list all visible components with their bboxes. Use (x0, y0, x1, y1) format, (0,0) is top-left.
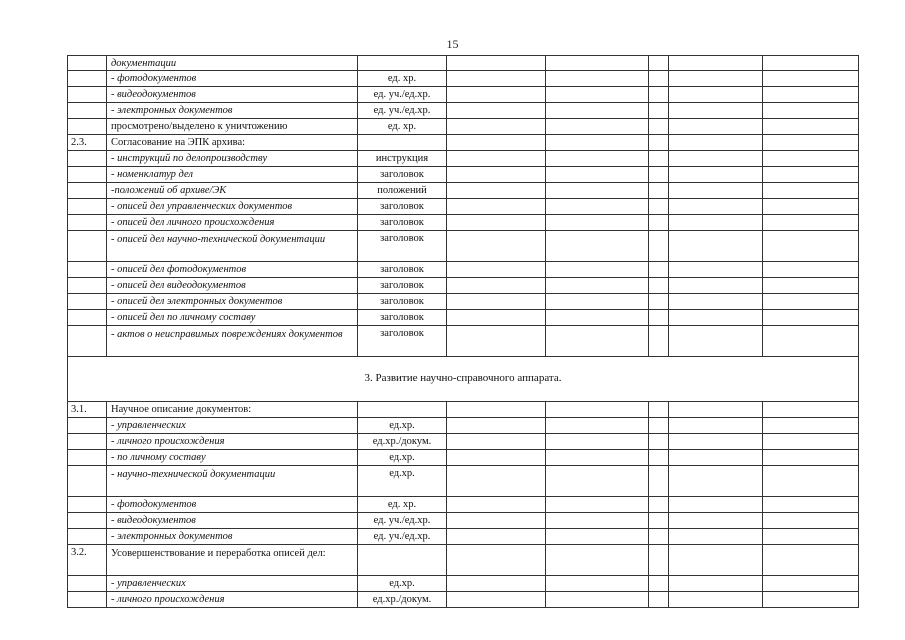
table-row (67, 262, 859, 278)
row-name: - описей дел научно-технической документации (106, 231, 357, 261)
empty-cell (545, 545, 648, 575)
row-number (67, 167, 106, 182)
empty-cell (762, 466, 859, 496)
row-unit: заголовок (357, 310, 446, 325)
empty-cell (446, 529, 545, 544)
row-number (67, 183, 106, 198)
row-unit: ед. уч./ед.хр. (357, 513, 446, 528)
row-number (67, 294, 106, 309)
empty-cell (762, 231, 859, 261)
empty-cell (762, 87, 859, 102)
empty-cell (545, 513, 648, 528)
empty-cell (668, 450, 762, 465)
row-number (67, 326, 106, 356)
empty-cell (648, 497, 668, 512)
empty-cell (648, 434, 668, 449)
row-number (67, 576, 106, 591)
table-row (67, 529, 859, 545)
empty-cell (762, 545, 859, 575)
row-number (67, 151, 106, 166)
row-name: - номенклатур дел (106, 167, 357, 182)
empty-cell (762, 56, 859, 70)
empty-cell (648, 545, 668, 575)
empty-cell (446, 56, 545, 70)
empty-cell (668, 576, 762, 591)
empty-cell (648, 56, 668, 70)
row-name: - по личному составу (106, 450, 357, 465)
row-name: - описей дел фотодокументов (106, 262, 357, 277)
empty-cell (668, 56, 762, 70)
row-unit (357, 135, 446, 150)
row-name: Усовершенствование и переработка описей дел: (106, 545, 357, 575)
row-unit (357, 56, 446, 70)
empty-cell (762, 576, 859, 591)
row-name: - электронных документов (106, 103, 357, 118)
empty-cell (648, 119, 668, 134)
row-number (67, 592, 106, 607)
row-unit: заголовок (357, 294, 446, 309)
table-row (67, 278, 859, 294)
empty-cell (545, 56, 648, 70)
empty-cell (668, 497, 762, 512)
empty-cell (648, 183, 668, 198)
empty-cell (545, 310, 648, 325)
empty-cell (648, 199, 668, 214)
empty-cell (762, 151, 859, 166)
row-number (67, 513, 106, 528)
row-number (67, 119, 106, 134)
empty-cell (668, 135, 762, 150)
empty-cell (762, 294, 859, 309)
empty-cell (648, 278, 668, 293)
row-unit (357, 545, 446, 575)
table-row (67, 513, 859, 529)
row-unit: ед.хр./докум. (357, 434, 446, 449)
empty-cell (762, 71, 859, 86)
empty-cell (545, 402, 648, 417)
row-number (67, 466, 106, 496)
row-name: - видеодокументов (106, 513, 357, 528)
empty-cell (545, 71, 648, 86)
table-row (67, 55, 859, 71)
empty-cell (648, 576, 668, 591)
empty-cell (762, 450, 859, 465)
row-name: - описей дел электронных документов (106, 294, 357, 309)
empty-cell (648, 135, 668, 150)
empty-cell (668, 418, 762, 433)
row-number (67, 103, 106, 118)
empty-cell (446, 199, 545, 214)
empty-cell (668, 119, 762, 134)
empty-cell (668, 199, 762, 214)
row-name: - личного происхождения (106, 434, 357, 449)
row-name: - описей дел управленческих документов (106, 199, 357, 214)
empty-cell (668, 151, 762, 166)
row-name: - описей дел по личному составу (106, 310, 357, 325)
empty-cell (545, 87, 648, 102)
table-row (67, 418, 859, 434)
empty-cell (648, 513, 668, 528)
empty-cell (446, 262, 545, 277)
empty-cell (545, 262, 648, 277)
empty-cell (545, 119, 648, 134)
empty-cell (446, 87, 545, 102)
empty-cell (762, 199, 859, 214)
table-row (67, 326, 859, 357)
empty-cell (668, 294, 762, 309)
empty-cell (545, 199, 648, 214)
empty-cell (545, 215, 648, 230)
row-number (67, 215, 106, 230)
empty-cell (762, 278, 859, 293)
row-unit: ед. хр. (357, 71, 446, 86)
empty-cell (446, 326, 545, 356)
table-row (67, 402, 859, 418)
table-row (67, 497, 859, 513)
empty-cell (762, 592, 859, 607)
row-name: -положений об архиве/ЭК (106, 183, 357, 198)
row-number (67, 87, 106, 102)
empty-cell (446, 513, 545, 528)
table-row (67, 151, 859, 167)
empty-cell (545, 294, 648, 309)
row-name: Согласование на ЭПК архива: (106, 135, 357, 150)
row-number (67, 71, 106, 86)
row-name: просмотрено/выделено к уничтожению (106, 119, 357, 134)
empty-cell (648, 103, 668, 118)
empty-cell (668, 215, 762, 230)
empty-cell (446, 402, 545, 417)
row-name: - актов о неисправимых повреждениях документов (106, 326, 357, 356)
row-name: - электронных документов (106, 529, 357, 544)
row-number (67, 56, 106, 70)
row-name: - управленческих (106, 418, 357, 433)
empty-cell (545, 418, 648, 433)
row-number (67, 310, 106, 325)
empty-cell (648, 167, 668, 182)
empty-cell (668, 402, 762, 417)
table-row (67, 466, 859, 497)
row-unit: ед. уч./ед.хр. (357, 87, 446, 102)
row-name: - научно-технической документации (106, 466, 357, 496)
row-unit: ед. уч./ед.хр. (357, 529, 446, 544)
empty-cell (668, 466, 762, 496)
table-row (67, 103, 859, 119)
empty-cell (668, 262, 762, 277)
empty-cell (668, 103, 762, 118)
row-unit: ед.хр. (357, 576, 446, 591)
empty-cell (545, 434, 648, 449)
empty-cell (446, 167, 545, 182)
row-name: - видеодокументов (106, 87, 357, 102)
row-name: - описей дел личного происхождения (106, 215, 357, 230)
row-name: - фотодокументов (106, 71, 357, 86)
section-title: 3. Развитие научно-справочного аппарата. (67, 357, 859, 401)
row-unit: ед. хр. (357, 497, 446, 512)
empty-cell (545, 183, 648, 198)
empty-cell (648, 326, 668, 356)
row-unit: ед. хр. (357, 119, 446, 134)
empty-cell (446, 231, 545, 261)
empty-cell (446, 151, 545, 166)
row-number (67, 529, 106, 544)
row-name: Научное описание документов: (106, 402, 357, 417)
empty-cell (545, 151, 648, 166)
row-unit: ед.хр. (357, 450, 446, 465)
empty-cell (668, 278, 762, 293)
empty-cell (545, 167, 648, 182)
table-row (67, 215, 859, 231)
section-row (67, 357, 859, 402)
row-name: - инструкций по делопроизводству (106, 151, 357, 166)
row-number: 2.3. (67, 135, 106, 150)
empty-cell (762, 513, 859, 528)
empty-cell (668, 326, 762, 356)
row-unit: ед.хр./докум. (357, 592, 446, 607)
empty-cell (648, 71, 668, 86)
page-number: 15 (446, 37, 459, 51)
row-name: - управленческих (106, 576, 357, 591)
row-unit: заголовок (357, 262, 446, 277)
table-row (67, 71, 859, 87)
row-name: - фотодокументов (106, 497, 357, 512)
empty-cell (762, 119, 859, 134)
row-unit: заголовок (357, 231, 446, 261)
empty-cell (668, 545, 762, 575)
empty-cell (762, 183, 859, 198)
empty-cell (545, 278, 648, 293)
empty-cell (446, 545, 545, 575)
empty-cell (648, 262, 668, 277)
table-row (67, 576, 859, 592)
empty-cell (762, 103, 859, 118)
row-unit (357, 402, 446, 417)
plan-table (67, 55, 859, 608)
empty-cell (545, 576, 648, 591)
table-row (67, 183, 859, 199)
empty-cell (648, 402, 668, 417)
table-row (67, 294, 859, 310)
row-name: документации (106, 56, 357, 70)
empty-cell (446, 215, 545, 230)
empty-cell (545, 497, 648, 512)
row-unit: ед.хр. (357, 418, 446, 433)
empty-cell (545, 231, 648, 261)
row-number (67, 278, 106, 293)
row-number (67, 199, 106, 214)
empty-cell (446, 119, 545, 134)
table-row (67, 87, 859, 103)
empty-cell (668, 231, 762, 261)
empty-cell (762, 402, 859, 417)
table-row (67, 592, 859, 608)
empty-cell (762, 529, 859, 544)
empty-cell (668, 434, 762, 449)
table-row (67, 450, 859, 466)
empty-cell (648, 310, 668, 325)
row-unit: заголовок (357, 278, 446, 293)
empty-cell (762, 215, 859, 230)
row-unit: положений (357, 183, 446, 198)
row-unit: заголовок (357, 167, 446, 182)
empty-cell (762, 167, 859, 182)
empty-cell (668, 183, 762, 198)
empty-cell (446, 135, 545, 150)
table-row (67, 167, 859, 183)
empty-cell (668, 87, 762, 102)
empty-cell (648, 592, 668, 607)
row-unit: заголовок (357, 199, 446, 214)
table-row (67, 545, 859, 576)
empty-cell (545, 326, 648, 356)
empty-cell (648, 294, 668, 309)
empty-cell (762, 262, 859, 277)
empty-cell (668, 167, 762, 182)
empty-cell (762, 135, 859, 150)
empty-cell (446, 310, 545, 325)
row-name: - описей дел видеодокументов (106, 278, 357, 293)
empty-cell (762, 434, 859, 449)
row-unit: инструкция (357, 151, 446, 166)
row-number (67, 450, 106, 465)
empty-cell (545, 103, 648, 118)
table-section-part1 (67, 55, 859, 357)
empty-cell (668, 71, 762, 86)
row-name: - личного происхождения (106, 592, 357, 607)
empty-cell (648, 466, 668, 496)
row-number (67, 418, 106, 433)
row-number: 3.1. (67, 402, 106, 417)
row-unit: заголовок (357, 326, 446, 356)
table-section-part2 (67, 402, 859, 608)
empty-cell (762, 326, 859, 356)
empty-cell (648, 529, 668, 544)
empty-cell (545, 135, 648, 150)
row-number (67, 231, 106, 261)
empty-cell (446, 294, 545, 309)
empty-cell (762, 497, 859, 512)
row-number: 3.2. (67, 545, 106, 575)
empty-cell (446, 103, 545, 118)
empty-cell (446, 278, 545, 293)
empty-cell (446, 183, 545, 198)
empty-cell (668, 529, 762, 544)
empty-cell (446, 576, 545, 591)
empty-cell (762, 418, 859, 433)
empty-cell (648, 87, 668, 102)
empty-cell (545, 450, 648, 465)
empty-cell (446, 418, 545, 433)
empty-cell (648, 231, 668, 261)
empty-cell (446, 450, 545, 465)
table-row (67, 434, 859, 450)
empty-cell (668, 592, 762, 607)
empty-cell (545, 529, 648, 544)
empty-cell (446, 497, 545, 512)
empty-cell (446, 466, 545, 496)
empty-cell (446, 592, 545, 607)
table-row (67, 135, 859, 151)
table-row (67, 231, 859, 262)
empty-cell (648, 151, 668, 166)
table-row (67, 310, 859, 326)
empty-cell (446, 434, 545, 449)
empty-cell (668, 310, 762, 325)
table-row (67, 199, 859, 215)
empty-cell (648, 215, 668, 230)
empty-cell (446, 71, 545, 86)
empty-cell (545, 466, 648, 496)
empty-cell (545, 592, 648, 607)
empty-cell (648, 418, 668, 433)
empty-cell (762, 310, 859, 325)
row-number (67, 434, 106, 449)
row-unit: ед.хр. (357, 466, 446, 496)
row-number (67, 262, 106, 277)
table-row (67, 119, 859, 135)
row-unit: ед. уч./ед.хр. (357, 103, 446, 118)
empty-cell (648, 450, 668, 465)
row-number (67, 497, 106, 512)
empty-cell (668, 513, 762, 528)
row-unit: заголовок (357, 215, 446, 230)
